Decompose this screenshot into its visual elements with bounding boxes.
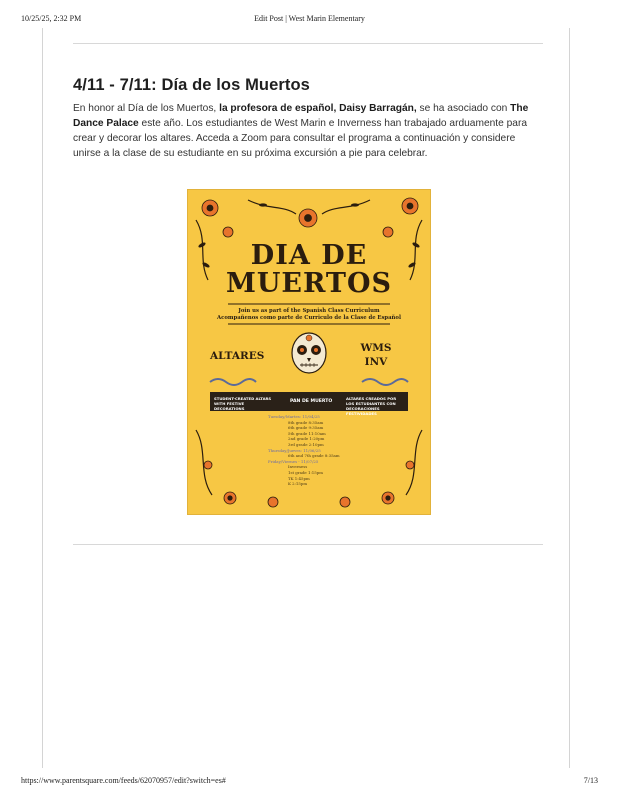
schedule-item: 5th grade 11:10am — [288, 430, 326, 436]
flyer-subtitle-en: Join us as part of the Spanish Class Curriculum — [238, 308, 380, 314]
print-page-number: 7/13 — [583, 776, 598, 785]
schedule-item: Inverness — [288, 464, 308, 470]
post-body-bold-teacher: la profesora de español, Daisy Barragán, — [219, 103, 417, 114]
swirl-icon — [210, 379, 408, 385]
flower-icon — [202, 198, 418, 237]
sugar-skull-icon — [292, 333, 326, 373]
post-body-bold-dance-palace: The Dance Palace — [73, 103, 529, 129]
post-body-text-2: se ha asociado con — [416, 103, 511, 114]
print-footer — [21, 776, 598, 788]
bar-left-text: STUDENT-CREATED ALTARS WITH FESTIVE DECORATIONS — [214, 396, 272, 411]
frame-border-right — [569, 28, 570, 768]
schedule-item: 6th and 7th grade 8:35am — [288, 453, 340, 459]
flyer-title-line1: DIA DE — [250, 240, 368, 271]
flyer-info-bar — [210, 392, 408, 416]
flyer-inv-label: INV — [364, 356, 388, 368]
post-body-text-3: este año. Los estudiantes de West Marin e Inverness han trabajado arduamente para crear y decorar los altares. Acceda a Zoom para consultar el programa a continuación y considere unirse a la clase de su estudiante en su próxima excursión a pie para celebrar. — [73, 118, 528, 159]
print-datetime: 10/25/25, 2:32 PM — [21, 14, 82, 23]
flyer-schedule — [268, 414, 368, 487]
flyer-subtitle-es: Acompañenos como parte de Curriculo de la Clase de Español — [217, 315, 401, 321]
top-divider — [73, 43, 543, 44]
flyer-wms-label: WMS — [360, 342, 392, 354]
print-page-title: Edit Post | West Marin Elementary — [254, 14, 365, 23]
dia-de-muertos-flyer — [188, 190, 430, 514]
schedule-item: 3rd grade 2:10pm — [288, 441, 324, 447]
bar-center-text: PAN DE MUERTO — [290, 399, 333, 404]
schedule-item: TK 1:45pm — [288, 475, 310, 481]
schedule-item: 6th grade 9:35am — [288, 425, 324, 431]
schedule-day: Thursday/Jueves: 11/06/25 — [268, 447, 321, 453]
flyer-title-line2: MUERTOS — [225, 268, 393, 299]
schedule-item: 8th grade 8:35am — [288, 419, 324, 425]
schedule-day: Tuesday/Martes: 11/04/25 — [268, 414, 320, 419]
print-url: https://www.parentsquare.com/feeds/62070957/edit?switch=es# — [21, 776, 226, 785]
post-title: 4/11 - 7/11: Día de los Muertos — [73, 76, 310, 94]
print-header — [21, 14, 598, 26]
post-body — [73, 101, 541, 161]
schedule-day: Friday/Viernes - 11/07/25 — [268, 458, 319, 464]
schedule-item: 1st grade 1:15pm — [288, 469, 323, 475]
flyer-altares-label: ALTARES — [210, 350, 265, 362]
bar-right-text: ALTARES CREADOS POR LOS ESTUDIANTES CON DECORACIONES FESTIVIDADES — [346, 396, 397, 416]
frame-border-left — [42, 28, 43, 768]
post-body-text-1: En honor al Día de los Muertos, — [73, 103, 220, 114]
schedule-item: K 2:15pm — [288, 481, 308, 487]
bottom-divider — [73, 544, 543, 545]
schedule-item: 2nd grade 1:20pm — [288, 436, 325, 442]
